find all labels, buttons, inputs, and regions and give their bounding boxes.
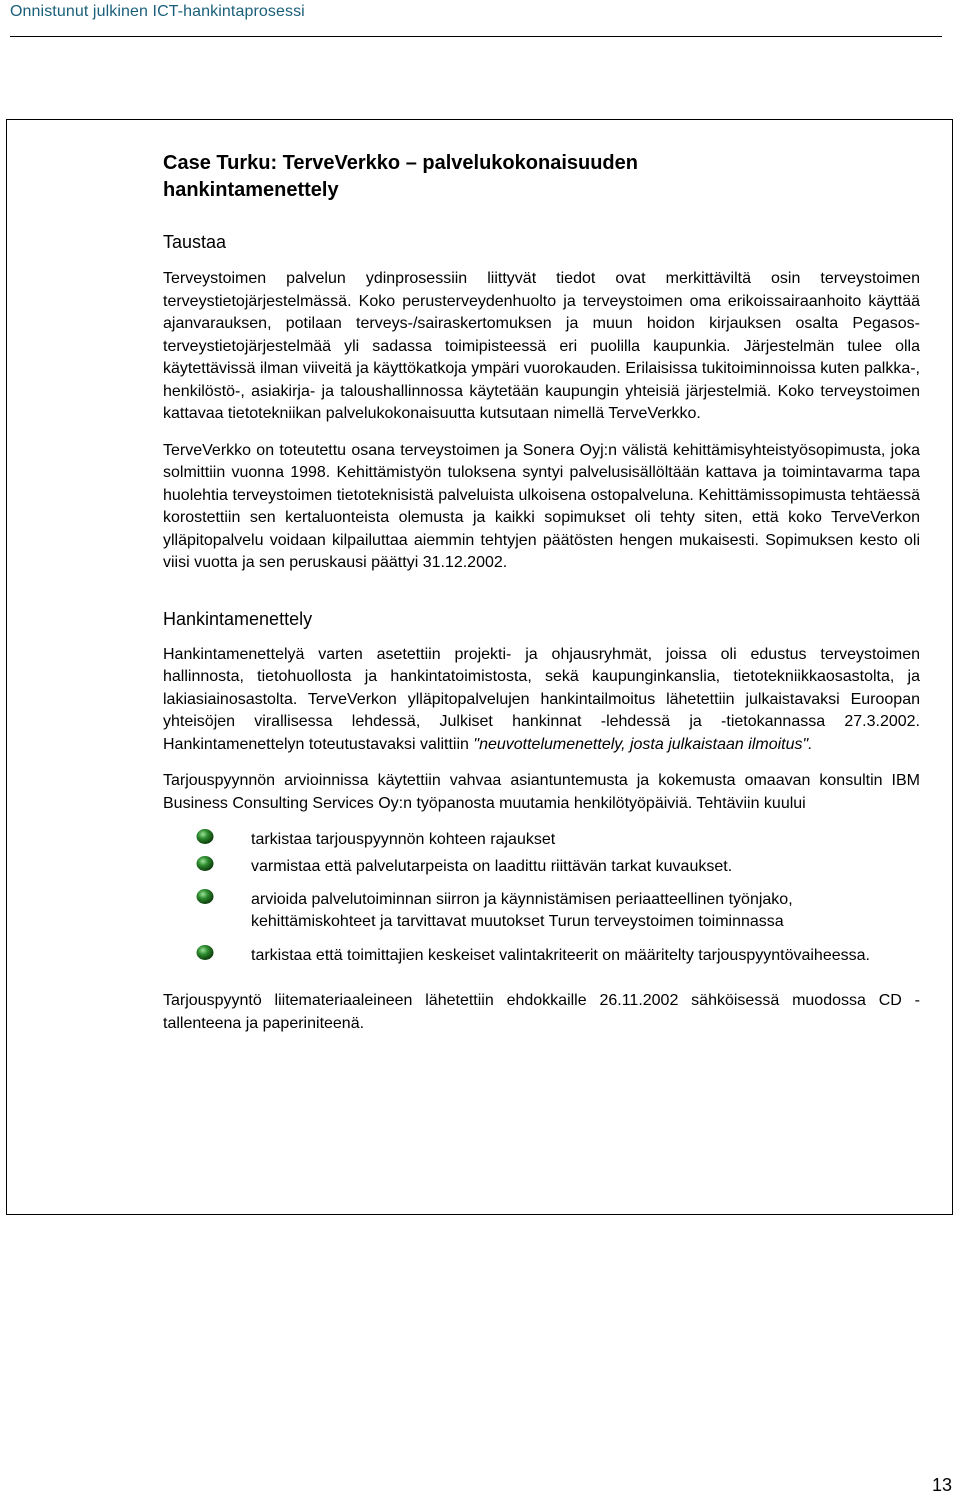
case-title xyxy=(163,150,920,204)
hankinta-paragraph-1-emphasis: "neuvottelumenettely, josta julkaistaan ilmoitus". xyxy=(473,735,813,753)
section-heading-taustaa: Taustaa xyxy=(163,232,227,252)
list-item xyxy=(163,829,920,851)
section-heading-hankintamenettely: Hankintamenettely xyxy=(163,608,313,629)
hankinta-paragraph-2: Tarjouspyynnön arvioinnissa käytettiin vahvaa asiantuntemusta ja kokemusta omaavan konsultin IBM Business Consulting Services Oy:n työpanosta muutamia henkilötyöpäiviä. Tehtäviin kuului xyxy=(163,772,920,812)
taustaa-paragraph-1: Terveystoimen palvelun ydinprosessiin liittyvät tiedot ovat merkittäviltä osin terveystoimen terveystietojärjestelmässä. Koko perusterveydenhuolto ja terveystoimen oma erikoissairaanhoito käyttää ajanvarauksen, potilaan terveys-/sairaskertomuksen ja muun hoidon kirjauksen osalta Pegasos-terveystietojärjestelmää yli sadassa toimipisteessä eri puolilla kaupunkia. Järjestelmän tulee olla käytettävissä ilman viiveitä ja käyttökatkoja ympäri vuorokauden. Erilaisissa tukitoiminnoissa kuten palkka-, henkilöstö-, asiakirja- ja taloushallinnossa käytetään kaupungin yhteisiä järjestelmiä. Koko terveystoimen kattavaa tietotekniikan palvelukokonaisuutta kutsutaan nimellä TerveVerkko. xyxy=(163,270,920,422)
case-title-line2: hankintamenettely xyxy=(163,179,339,201)
running-header: Onnistunut julkinen ICT-hankintaprosessi xyxy=(10,3,305,20)
list-item xyxy=(163,889,920,933)
task-text: varmistaa että palvelutarpeista on laadittu riittävän tarkat kuvaukset. xyxy=(251,858,733,875)
green-sphere-icon xyxy=(195,828,215,845)
task-text: tarkistaa tarjouspyynnön kohteen rajaukset xyxy=(251,831,556,848)
task-list xyxy=(163,829,920,967)
green-sphere-icon xyxy=(195,944,215,961)
green-sphere-icon xyxy=(195,855,215,872)
taustaa-paragraph-2: TerveVerkko on toteutettu osana terveystoimen ja Sonera Oyj:n välistä kehittämisyhteistyösopimusta, joka solmittiin vuonna 1998. Kehittämistyön tuloksena syntyi palvelusisällöltään kattava ja toimintavarma tapa huolehtia terveystoimen tietoteknisistä palveluista ulkoisena ostopalveluna. Kehittämissopimusta tehtäessä korostettiin sen kertaluonteista olemusta ja kaikki sopimukset oli tehty siten, että koko TerveVerkon ylläpitopalvelu voidaan kilpailuttaa aiemmin tehtyjen päätösten hengen mukaisesti. Sopimuksen kesto oli viisi vuotta ja sen peruskausi päättyi 31.12.2002. xyxy=(163,441,920,571)
case-content xyxy=(163,150,920,1035)
header-divider xyxy=(10,36,942,37)
hankinta-paragraph-1 xyxy=(163,644,920,757)
list-item xyxy=(163,856,920,878)
hankinta-paragraph-3: Tarjouspyyntö liitemateriaaleineen lähetettiin ehdokkaille 26.11.2002 sähköisessä muodossa CD -tallenteena ja paperiniteenä. xyxy=(163,992,920,1032)
list-item xyxy=(163,945,920,967)
task-text: tarkistaa että toimittajien keskeiset valintakriteerit on määritelty tarjouspyyntövaiheessa. xyxy=(251,947,870,964)
green-sphere-icon xyxy=(195,888,215,905)
page-number: 13 xyxy=(931,1475,952,1495)
hankinta-paragraph-1-text: Hankintamenettelyä varten asetettiin projekti- ja ohjausryhmät, joissa oli edustus terveystoimen hallinnosta, tietohuollosta ja hankintatoimistosta, sekä kaupunginkanslia, tietotekniikkaosastolta, ja lakiasiainosastolta. TerveVerkon ylläpitopalvelujen hankintailmoitus lähetettiin julkaistavaksi Euroopan yhteisöjen virallisessa lehdessä, Julkiset hankinnat -lehdessä ja -tietokannassa 27.3.2002. Hankintamenettelyn toteutustavaksi valittiin xyxy=(163,645,920,753)
task-text: arvioida palvelutoiminnan siirron ja käynnistämisen periaatteellinen työnjako, kehittämiskohteet ja tarvittavat muutokset Turun terveystoimen toiminnassa xyxy=(251,891,793,930)
case-title-line1: Case Turku: TerveVerkko – palvelukokonaisuuden xyxy=(163,152,638,174)
